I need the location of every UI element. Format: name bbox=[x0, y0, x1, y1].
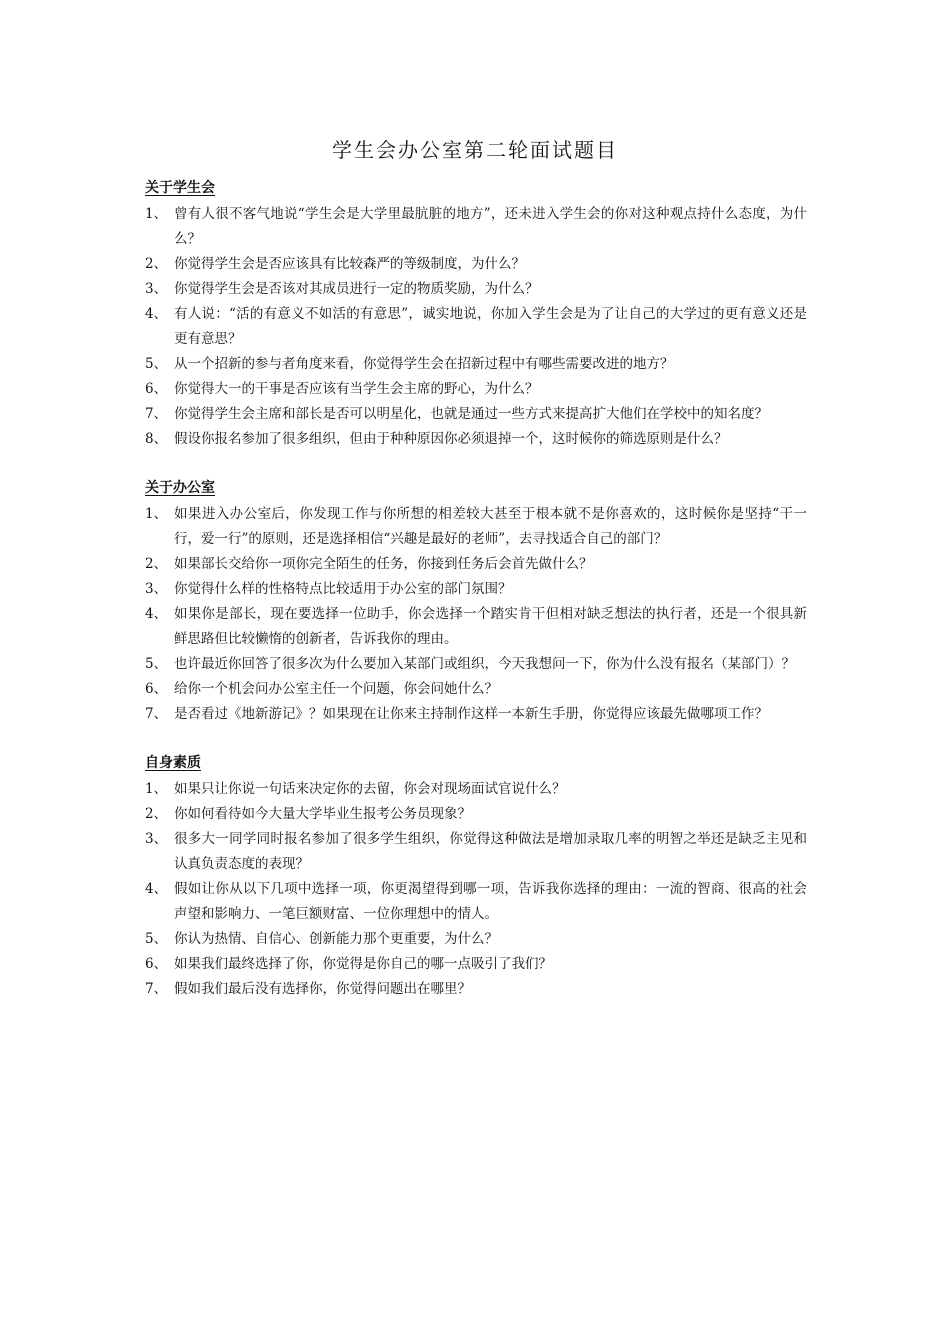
section-heading: 关于办公室 bbox=[145, 480, 215, 496]
question-text: 也许最近你回答了很多次为什么要加入某部门或组织，今天我想问一下，你为什么没有报名（某部门）？ bbox=[174, 656, 795, 672]
question-item bbox=[145, 702, 807, 727]
question-text: 你觉得什么样的性格特点比较适用于办公室的部门氛围？ bbox=[174, 581, 512, 597]
question-number: 1、 bbox=[145, 506, 168, 522]
question-number: 4、 bbox=[145, 881, 168, 897]
question-item bbox=[145, 802, 807, 827]
question-text: 曾有人很不客气地说“学生会是大学里最肮脏的地方”，还未进入学生会的你对这种观点持什么态度，为什么？ bbox=[174, 206, 807, 247]
question-text: 假设你报名参加了很多组织，但由于种种原因你必须退掉一个，这时候你的筛选原则是什么？ bbox=[174, 431, 728, 447]
question-item bbox=[145, 602, 807, 652]
question-text: 给你一个机会问办公室主任一个问题，你会问她什么？ bbox=[174, 681, 498, 697]
question-item bbox=[145, 402, 807, 427]
question-number: 5、 bbox=[145, 656, 168, 672]
question-item bbox=[145, 377, 807, 402]
section-heading: 自身素质 bbox=[145, 755, 201, 771]
question-text: 从一个招新的参与者角度来看，你觉得学生会在招新过程中有哪些需要改进的地方？ bbox=[174, 356, 674, 372]
question-item bbox=[145, 277, 807, 302]
question-number: 2、 bbox=[145, 556, 168, 572]
question-text: 有人说：“活的有意义不如活的有意思”，诚实地说，你加入学生会是为了让自己的大学过的更有意义还是更有意思？ bbox=[174, 306, 807, 347]
question-item bbox=[145, 202, 807, 252]
question-number: 7、 bbox=[145, 706, 168, 722]
question-number: 1、 bbox=[145, 206, 168, 222]
question-text: 很多大一同学同时报名参加了很多学生组织，你觉得这种做法是增加录取几率的明智之举还是缺乏主见和认真负责态度的表现？ bbox=[174, 831, 807, 872]
question-text: 你觉得学生会是否应该具有比较森严的等级制度，为什么？ bbox=[174, 256, 525, 272]
question-list bbox=[145, 777, 807, 1002]
question-number: 4、 bbox=[145, 306, 168, 322]
question-number: 8、 bbox=[145, 431, 168, 447]
question-text: 你觉得学生会是否该对其成员进行一定的物质奖励，为什么？ bbox=[174, 281, 539, 297]
question-text: 如果我们最终选择了你，你觉得是你自己的哪一点吸引了我们？ bbox=[174, 956, 552, 972]
question-number: 4、 bbox=[145, 606, 168, 622]
section-office bbox=[145, 476, 807, 727]
section-heading: 关于学生会 bbox=[145, 180, 215, 196]
question-item bbox=[145, 502, 807, 552]
question-item bbox=[145, 927, 807, 952]
question-item bbox=[145, 252, 807, 277]
question-text: 你如何看待如今大量大学毕业生报考公务员现象？ bbox=[174, 806, 471, 822]
question-text: 假如让你从以下几项中选择一项，你更渴望得到哪一项，告诉我你选择的理由：一流的智商、很高的社会声望和影响力、一笔巨额财富、一位你理想中的情人。 bbox=[174, 881, 807, 922]
question-text: 如果你是部长，现在要选择一位助手，你会选择一个踏实肯干但相对缺乏想法的执行者，还是一个很具新鲜思路但比较懒惰的创新者，告诉我你的理由。 bbox=[174, 606, 807, 647]
question-item bbox=[145, 977, 807, 1002]
question-item bbox=[145, 877, 807, 927]
question-text: 如果只让你说一句话来决定你的去留，你会对现场面试官说什么？ bbox=[174, 781, 566, 797]
question-number: 6、 bbox=[145, 681, 168, 697]
question-number: 3、 bbox=[145, 831, 168, 847]
question-text: 你觉得学生会主席和部长是否可以明星化，也就是通过一些方式来提高扩大他们在学校中的知名度？ bbox=[174, 406, 768, 422]
question-number: 5、 bbox=[145, 356, 168, 372]
question-number: 6、 bbox=[145, 381, 168, 397]
question-number: 1、 bbox=[145, 781, 168, 797]
question-text: 你觉得大一的干事是否应该有当学生会主席的野心，为什么？ bbox=[174, 381, 539, 397]
document-title: 学生会办公室第二轮面试题目 bbox=[332, 138, 618, 162]
question-text: 如果部长交给你一项你完全陌生的任务，你接到任务后会首先做什么？ bbox=[174, 556, 593, 572]
question-text: 如果进入办公室后，你发现工作与你所想的相差较大甚至于根本就不是你喜欢的，这时候你是坚持“干一行，爱一行”的原则，还是选择相信“兴趣是最好的老师”，去寻找适合自己的部门？ bbox=[174, 506, 807, 547]
question-text: 假如我们最后没有选择你，你觉得问题出在哪里？ bbox=[174, 981, 471, 997]
question-item bbox=[145, 302, 807, 352]
document-content bbox=[145, 176, 807, 1002]
question-item bbox=[145, 827, 807, 877]
question-number: 3、 bbox=[145, 581, 168, 597]
question-number: 2、 bbox=[145, 806, 168, 822]
question-text: 你认为热情、自信心、创新能力那个更重要，为什么？ bbox=[174, 931, 498, 947]
question-list bbox=[145, 502, 807, 727]
question-item bbox=[145, 427, 807, 452]
question-list bbox=[145, 202, 807, 452]
question-number: 3、 bbox=[145, 281, 168, 297]
section-personal-quality bbox=[145, 751, 807, 1002]
question-item bbox=[145, 952, 807, 977]
question-text: 是否看过《地新游记》？如果现在让你来主持制作这样一本新生手册，你觉得应该最先做哪项工作？ bbox=[174, 706, 768, 722]
question-number: 6、 bbox=[145, 956, 168, 972]
question-number: 7、 bbox=[145, 981, 168, 997]
question-item bbox=[145, 677, 807, 702]
question-item bbox=[145, 352, 807, 377]
question-number: 5、 bbox=[145, 931, 168, 947]
question-item bbox=[145, 552, 807, 577]
question-number: 2、 bbox=[145, 256, 168, 272]
section-student-union bbox=[145, 176, 807, 452]
question-item bbox=[145, 777, 807, 802]
question-item bbox=[145, 577, 807, 602]
question-item bbox=[145, 652, 807, 677]
question-number: 7、 bbox=[145, 406, 168, 422]
